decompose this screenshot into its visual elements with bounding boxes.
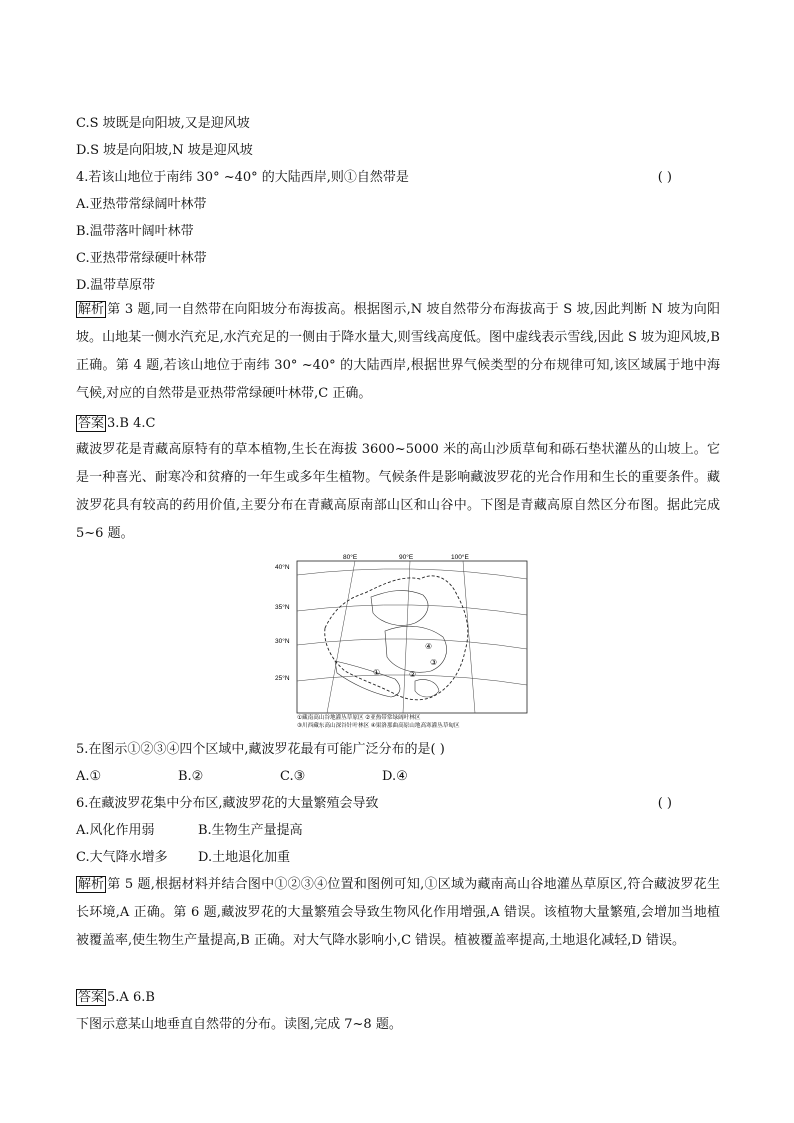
answer-tag: 答案	[78, 416, 105, 431]
lat-label-25: 25°N	[275, 675, 290, 682]
answer-text: 3.B 4.C	[107, 416, 156, 431]
q4-option-a: A.亚热带常绿阔叶林带	[76, 197, 207, 212]
analysis-block-1	[76, 296, 720, 408]
analysis-text: 第 3 题,同一自然带在向阳坡分布海拔高。根据图示,N 坡自然带分布海拔高于 S 坡,因此判断 N 坡为向阳坡。山地某一侧水汽充足,水汽充足的一侧由于降水量大,则雪线高度低。图中虚线表示雪线,因此 S 坡为迎风坡,B 正确。第 4 题,若该山地位于南纬 30° ~40° 的大陆西岸,根据世界气候类型的分布规律可知,该区域属于地中海气候,对应的自然带是亚热带常绿硬叶林带,C 正确。	[76, 302, 720, 401]
q4-option-b: B.温带落叶阔叶林带	[76, 224, 194, 239]
q5-options	[76, 768, 484, 786]
q4-stem	[76, 169, 720, 187]
q6-answer-paren: ( )	[657, 796, 672, 811]
region-mark-3: ③	[430, 658, 438, 667]
q6-options-row-2	[76, 849, 320, 867]
next-material-line: 下图示意某山地垂直自然带的分布。读图,完成 7~8 题。	[76, 1017, 402, 1032]
q6-options-row-1	[76, 822, 320, 840]
analysis-tag: 解析	[78, 877, 105, 892]
q4-option-d: D.温带草原带	[76, 278, 156, 293]
answer-tag: 答案	[78, 990, 105, 1005]
answer-text: 5.A 6.B	[107, 990, 155, 1005]
material-paragraph: 藏波罗花是青藏高原特有的草本植物,生长在海拔 3600~5000 米的高山沙质草甸和砾石垫状灌丛的山坡上。它是一种喜光、耐寒冷和贫瘠的一年生或多年生植物。气候条件是影响藏波罗花的光合作用和生长的重要条件。藏波罗花具有较高的药用价值,主要分布在青藏高原南部山区和山谷中。下图是青藏高原自然区分布图。据此完成 5~6 题。	[76, 442, 720, 541]
region-mark-1: ①	[373, 668, 381, 677]
q3-option-d: D.S 坡是向阳坡,N 坡是迎风坡	[76, 143, 253, 158]
q4-answer-paren: ( )	[657, 170, 672, 185]
lon-label-100: 100°E	[451, 554, 469, 561]
lon-label-80: 80°E	[343, 554, 358, 561]
q6-option-a: A.风化作用弱	[76, 823, 155, 838]
q6-stem-text: 6.在藏波罗花集中分布区,藏波罗花的大量繁殖会导致	[76, 796, 379, 811]
q5-option-d: D.④	[382, 769, 408, 784]
analysis-block-2	[76, 871, 720, 955]
lat-label-30: 30°N	[275, 638, 290, 645]
lat-label-40: 40°N	[275, 564, 290, 571]
lon-label-90: 90°E	[399, 554, 414, 561]
tibet-natural-zone-map	[275, 553, 531, 729]
q5-option-b: B.②	[178, 769, 204, 784]
map-legend-line-1: ①藏南高山谷地灌丛草原区 ②亚热带常绿阔叶林区	[297, 715, 421, 721]
answer-block-2	[76, 989, 155, 1007]
q6-option-b: B.生物生产量提高	[198, 823, 303, 838]
region-mark-4: ④	[425, 642, 433, 651]
q5-option-c: C.③	[280, 769, 306, 784]
q6-stem	[76, 795, 720, 813]
analysis-tag: 解析	[78, 302, 105, 317]
q6-option-c: C.大气降水增多	[76, 850, 168, 865]
q4-option-c: C.亚热带常绿硬叶林带	[76, 251, 207, 266]
lat-label-35: 35°N	[275, 604, 290, 611]
answer-block-1	[76, 415, 155, 433]
q5-stem: 5.在图示①②③④四个区域中,藏波罗花最有可能广泛分布的是( )	[76, 742, 445, 757]
region-mark-2: ②	[409, 670, 417, 679]
q6-option-d: D.土地退化加重	[198, 850, 291, 865]
q5-option-a: A.①	[76, 769, 102, 784]
map-legend-line-2: ③川西藏东高山深谷针叶林区 ④果洛那曲高原山地高寒灌丛草甸区	[297, 723, 460, 729]
q4-stem-text: 4.若该山地位于南纬 30° ~40° 的大陆西岸,则①自然带是	[76, 170, 409, 185]
q3-option-c: C.S 坡既是向阳坡,又是迎风坡	[76, 116, 250, 131]
analysis-text: 第 5 题,根据材料并结合图中①②③④位置和图例可知,①区域为藏南高山谷地灌丛草原区,符合藏波罗花生长环境,A 正确。第 6 题,藏波罗花的大量繁殖会导致生物风化作用增强,A 错误。该植物大量繁殖,会增加当地植被覆盖率,使生物生产量提高,B 正确。对大气降水影响小,C 错误。植被覆盖率提高,土地退化减轻,D 错误。	[76, 877, 720, 948]
